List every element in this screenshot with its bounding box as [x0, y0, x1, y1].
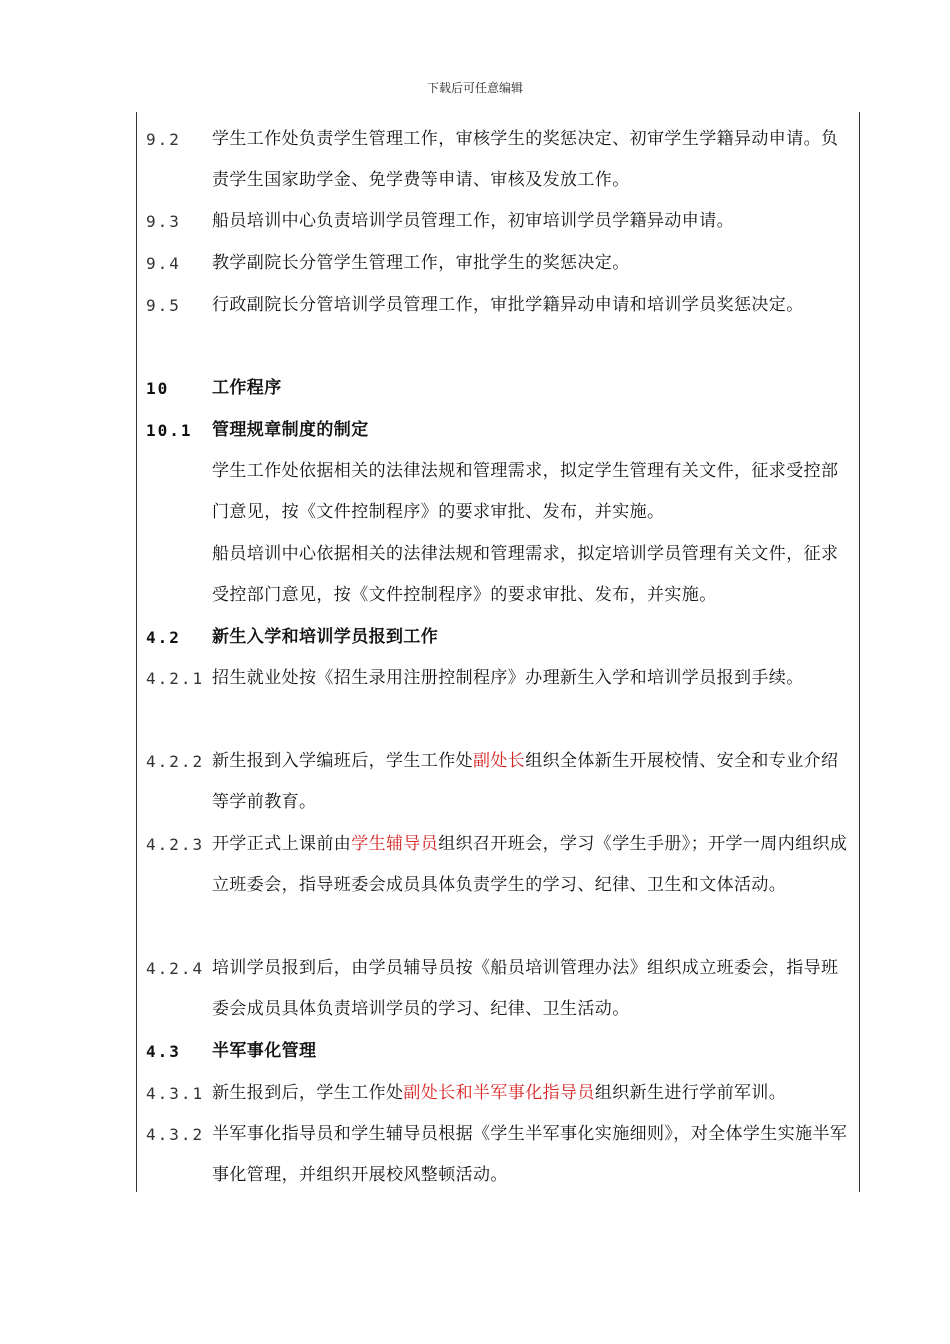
text-part: 组织召开班会，学习《学生手册》；开学一周内组织成立班委会，指导班委会成员具体负责学生的学习、纪律、卫生和文体活动。	[212, 834, 848, 895]
item-text: 招生就业处按《招生录用注册控制程序》办理新生入学和培训学员报到手续。	[212, 668, 804, 688]
item-text: 培训学员报到后，由学员辅导员按《船员培训管理办法》组织成立班委会，指导班委会成员具体负责培训学员的学习、纪律、卫生活动。	[212, 958, 839, 1019]
page-header: 下载后可任意编辑	[426, 81, 523, 95]
text-part: 组织全体新生开展校情、安全和专业介绍等学前教育。	[212, 751, 839, 812]
section-10-1	[146, 410, 852, 451]
item-number: 4.2.4	[146, 959, 205, 978]
section-10	[146, 368, 852, 409]
item-number: 9.4	[146, 254, 181, 273]
item-4-3-1	[146, 1073, 852, 1114]
item-4-2-3	[146, 824, 852, 906]
item-4-3-2	[146, 1114, 852, 1196]
item-number: 4.2.1	[146, 669, 205, 688]
item-4-2-1	[146, 658, 852, 699]
highlight-text: 副处长	[473, 751, 526, 771]
text-part: 开学正式上课前由	[212, 834, 352, 854]
item-text: 教学副院长分管学生管理工作，审批学生的奖惩决定。	[212, 253, 630, 273]
section-title: 新生入学和培训学员报到工作	[212, 627, 439, 647]
item-text: 船员培训中心负责培训学员管理工作，初审培训学员学籍异动申请。	[212, 211, 734, 231]
item-text	[212, 1073, 852, 1114]
section-4-3	[146, 1031, 852, 1072]
item-9-4	[146, 243, 852, 284]
section-number: 10.1	[146, 421, 193, 440]
section-4-2	[146, 617, 852, 658]
item-9-5	[146, 285, 852, 326]
highlight-text: 副处长和半军事化指导员	[403, 1083, 595, 1103]
item-9-3	[146, 201, 852, 242]
item-text: 行政副院长分管培训学员管理工作，审批学籍异动申请和培训学员奖惩决定。	[212, 295, 804, 315]
item-4-2-4	[146, 948, 852, 1030]
item-number: 9.2	[146, 130, 181, 149]
item-text: 半军事化指导员和学生辅导员根据《学生半军事化实施细则》，对全体学生实施半军事化管理，并组织开展校风整顿活动。	[212, 1124, 848, 1185]
text-part: 新生报到后，学生工作处	[212, 1083, 404, 1103]
text-part: 组织新生进行学前军训。	[594, 1083, 787, 1103]
item-number: 9.5	[146, 296, 181, 315]
highlight-text: 学生辅导员	[351, 834, 439, 854]
text-part: 新生报到入学编班后，学生工作处	[212, 751, 473, 771]
item-number: 4.3.2	[146, 1125, 205, 1144]
item-number: 9.3	[146, 212, 181, 231]
item-4-2-2	[146, 741, 852, 823]
item-text	[212, 824, 852, 906]
section-title: 半军事化管理	[212, 1041, 317, 1061]
section-number: 4.2	[146, 628, 181, 647]
item-text	[212, 741, 852, 823]
item-9-2	[146, 119, 852, 201]
section-title: 管理规章制度的制定	[212, 420, 369, 440]
item-number: 4.2.2	[146, 752, 205, 771]
item-text: 学生工作处负责学生管理工作，审核学生的奖惩决定、初审学生学籍异动申请。负责学生国家助学金、免学费等申请、审核及发放工作。	[212, 129, 839, 190]
section-number: 10	[146, 379, 170, 398]
paragraph-student-affairs: 学生工作处依据相关的法律法规和管理需求，拟定学生管理有关文件，征求受控部门意见，按《文件控制程序》的要求审批、发布，并实施。	[212, 461, 839, 522]
paragraph-training-center: 船员培训中心依据相关的法律法规和管理需求，拟定培训学员管理有关文件，征求受控部门意见，按《文件控制程序》的要求审批、发布，并实施。	[212, 544, 839, 605]
section-title: 工作程序	[212, 378, 282, 398]
item-number: 4.3.1	[146, 1084, 205, 1103]
item-number: 4.2.3	[146, 835, 205, 854]
section-number: 4.3	[146, 1042, 181, 1061]
